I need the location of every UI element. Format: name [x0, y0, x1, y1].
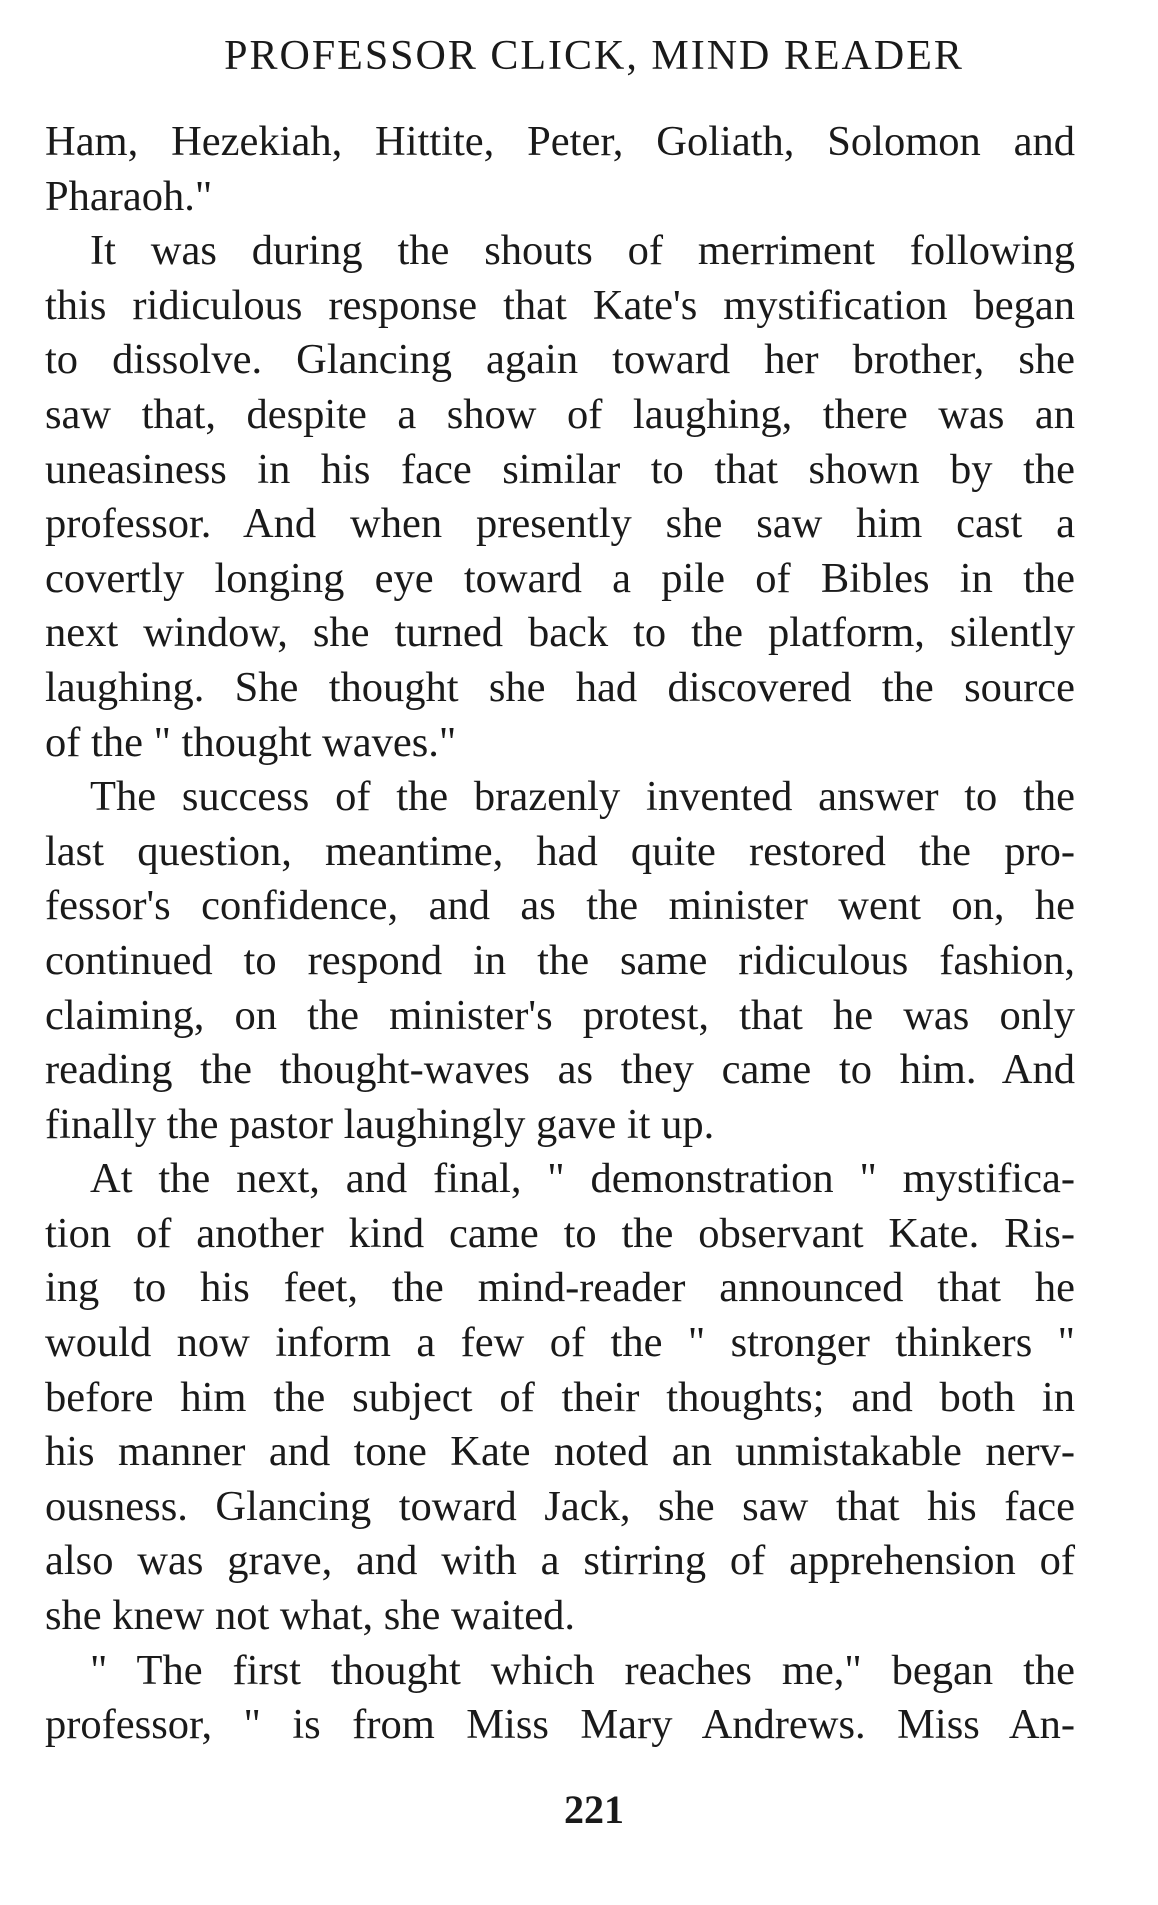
text-line: ousness. Glancing toward Jack, she saw that his face: [45, 1482, 1075, 1530]
text-line: covertly longing eye toward a pile of Bibles in the: [45, 554, 1075, 602]
text-line: to dissolve. Glancing again toward her brother, she: [45, 336, 1075, 384]
text-line: would now inform a few of the " stronger thinkers ": [45, 1319, 1075, 1367]
text-line: uneasiness in his face similar to that shown by the: [45, 445, 1075, 493]
text-line: ing to his feet, the mind-reader announced that he: [45, 1264, 1075, 1312]
text-line: his manner and tone Kate noted an unmistakable nerv-: [45, 1428, 1075, 1476]
text-line: tion of another kind came to the observant Kate. Ris-: [45, 1209, 1075, 1257]
text-line: It was during the shouts of merriment following: [90, 227, 1075, 275]
page-number: 221: [564, 1787, 624, 1832]
text-line: before him the subject of their thoughts; and both in: [45, 1373, 1075, 1421]
text-line: professor. And when presently she saw him cast a: [45, 500, 1075, 548]
text-line: fessor's confidence, and as the minister went on, he: [45, 882, 1075, 930]
text-line: of the " thought waves.": [45, 718, 457, 766]
text-line: also was grave, and with a stirring of apprehension of: [45, 1537, 1075, 1585]
text-line: finally the pastor laughingly gave it up.: [45, 1100, 715, 1148]
text-line: she knew not what, she waited.: [45, 1592, 575, 1640]
text-line: claiming, on the minister's protest, that he was only: [45, 991, 1075, 1039]
running-head: PROFESSOR CLICK, MIND READER: [224, 33, 964, 79]
text-line: saw that, despite a show of laughing, there was an: [45, 390, 1075, 438]
text-line: Ham, Hezekiah, Hittite, Peter, Goliath, Solomon and: [45, 118, 1075, 165]
text-line: professor, " is from Miss Mary Andrews. Miss An-: [45, 1701, 1075, 1749]
text-line: At the next, and final, " demonstration " mystifica-: [90, 1155, 1075, 1203]
body-text: [45, 115, 1075, 1753]
text-line: Pharaoh.": [45, 172, 213, 220]
text-line: " The first thought which reaches me," began the: [90, 1646, 1075, 1694]
text-line: last question, meantime, had quite restored the pro-: [45, 827, 1075, 875]
text-line: reading the thought-waves as they came to him. And: [45, 1046, 1075, 1094]
text-line: The success of the brazenly invented answer to the: [90, 773, 1075, 821]
text-line: next window, she turned back to the platform, silently: [45, 609, 1075, 657]
text-line: laughing. She thought she had discovered the source: [45, 663, 1075, 711]
text-line: continued to respond in the same ridiculous fashion,: [45, 936, 1075, 984]
text-line: this ridiculous response that Kate's mystification began: [45, 281, 1075, 329]
